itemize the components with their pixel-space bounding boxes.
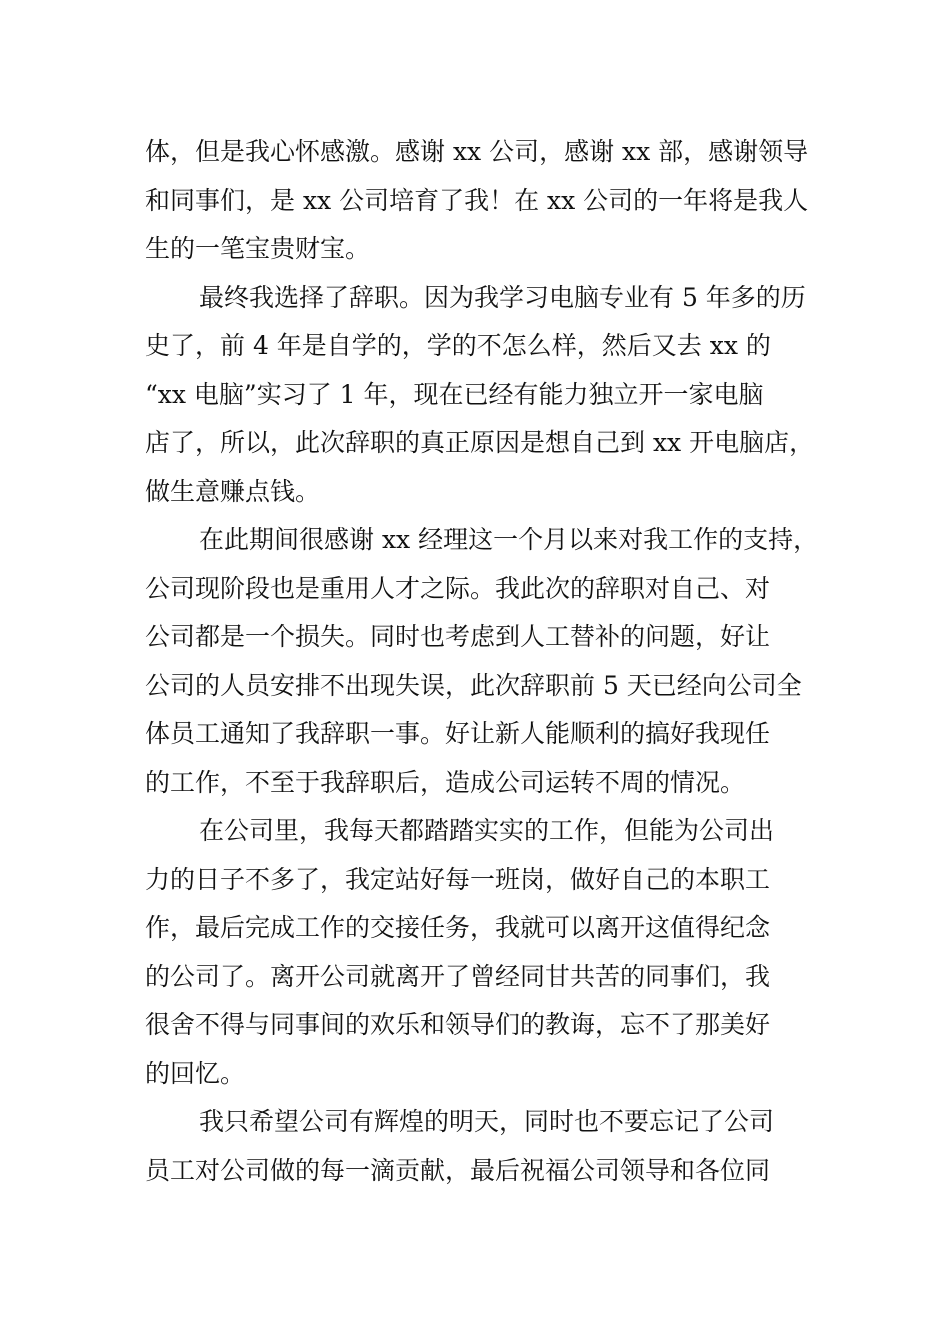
- text-line: 我只希望公司有辉煌的明天，同时也不要忘记了公司: [199, 1107, 775, 1136]
- text-line: 体，但是我心怀感激。感谢 xx 公司，感谢 xx 部，感谢领导: [145, 137, 809, 166]
- text-line: 的工作，不至于我辞职后，造成公司运转不周的情况。: [145, 767, 746, 797]
- text-line: 做生意赚点钱。: [145, 476, 321, 506]
- text-line: 公司都是一个损失。同时也考虑到人工替补的问题，好让: [145, 622, 771, 651]
- text-line: 店了，所以，此次辞职的真正原因是想自己到 xx 开电脑店，: [145, 428, 815, 457]
- text-line: 公司的人员安排不出现失误，此次辞职前 5 天已经向公司全: [145, 670, 802, 700]
- paragraph-4: [145, 807, 825, 1098]
- text-line: 作，最后完成工作的交接任务，我就可以离开这值得纪念: [145, 913, 771, 942]
- text-line: 最终我选择了辞职。因为我学习电脑专业有 5 年多的历: [199, 282, 806, 312]
- text-line: 的公司了。离开公司就离开了曾经同甘共苦的同事们，我: [145, 961, 771, 991]
- text-line: 力的日子不多了，我定站好每一班岗，做好自己的本职工: [145, 864, 771, 894]
- text-line: “xx 电脑”实习了 1 年，现在已经有能力独立开一家电脑: [145, 379, 764, 409]
- paragraph-3: [145, 516, 825, 807]
- text-line: 体员工通知了我辞职一事。好让新人能顺利的搞好我现任: [145, 719, 771, 748]
- letter-body: [145, 128, 825, 1195]
- text-line: 史了，前 4 年是自学的，学的不怎么样，然后又去 xx 的: [145, 331, 771, 360]
- text-line: 和同事们，是 xx 公司培育了我！在 xx 公司的一年将是我人: [145, 185, 809, 215]
- text-line: 在此期间很感谢 xx 经理这一个月以来对我工作的支持，: [199, 525, 819, 554]
- paragraph-5: [145, 1098, 825, 1195]
- text-line: 很舍不得与同事间的欢乐和领导们的教诲，忘不了那美好: [145, 1010, 771, 1039]
- text-line: 公司现阶段也是重用人才之际。我此次的辞职对自己、对: [145, 573, 771, 603]
- text-line: 生的一笔宝贵财宝。: [145, 234, 371, 263]
- paragraph-2: [145, 274, 825, 517]
- paragraph-1: [145, 128, 825, 274]
- text-line: 在公司里，我每天都踏踏实实的工作，但能为公司出: [199, 816, 775, 845]
- text-line: 员工对公司做的每一滴贡献，最后祝福公司领导和各位同: [145, 1155, 771, 1185]
- text-line: 的回忆。: [145, 1058, 246, 1088]
